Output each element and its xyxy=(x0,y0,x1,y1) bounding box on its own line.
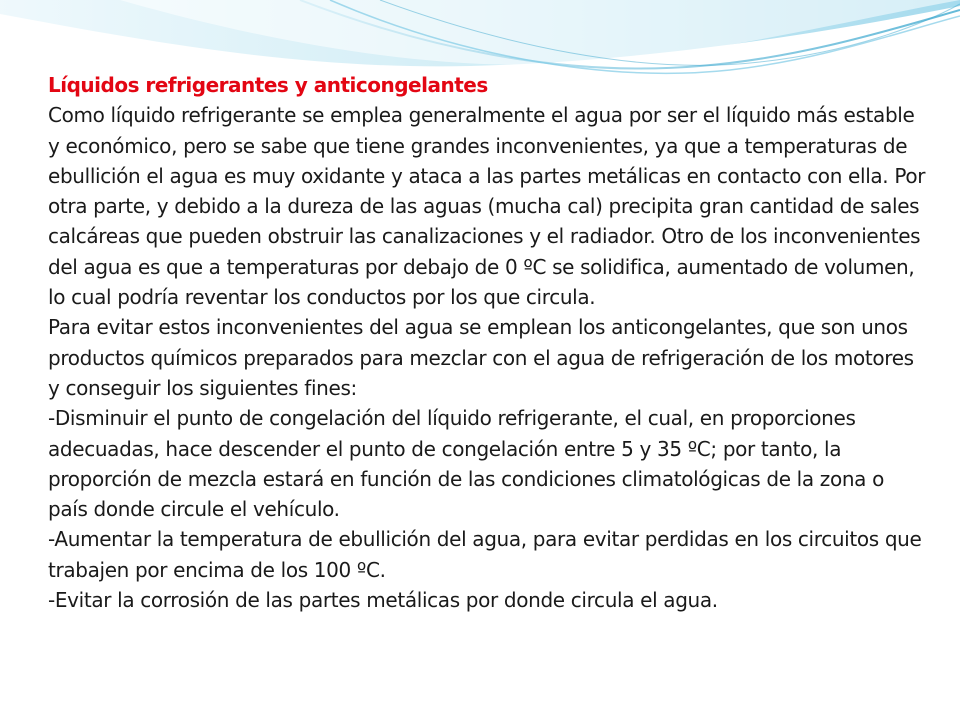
list-item-congelacion: -Disminuir el punto de congelación del líquido refrigerante, el cual, en proporciones adecuadas, hace descender el punto de congelación entre 5 y 35 ºC; por tanto, la proporción de mezcla estará en función de las condiciones climatológicas de la zona o país donde circule el vehículo. xyxy=(48,406,884,522)
list-item-corrosion: -Evitar la corrosión de las partes metálicas por donde circula el agua. xyxy=(48,588,718,613)
list-item-ebullicion: -Aumentar la temperatura de ebullición del agua, para evitar perdidas en los circuitos que trabajen por encima de los 100 ºC. xyxy=(48,527,922,582)
paragraph-anticongelantes: Para evitar estos inconvenientes del agua se emplean los anticongelantes, que son unos productos químicos preparados para mezclar con el agua de refrigeración de los motores y conseguir los siguientes fines: xyxy=(48,315,914,400)
slide-title: Líquidos refrigerantes y anticongelantes xyxy=(48,73,488,97)
paragraph-intro: Como líquido refrigerante se emplea generalmente el agua por ser el líquido más estable y económico, pero se sabe que tiene grandes inconvenientes, ya que a temperaturas de ebullición el agua es muy oxidante y ataca a las partes metálicas en contacto con ella. Por otra parte, y debido a la dureza de las aguas (mucha cal) precipita gran cantidad de sales calcáreas que pueden obstruir las canalizaciones y el radiador. Otro de los inconvenientes del agua es que a temperaturas por debajo de 0 ºC se solidifica, aumentado de volumen, lo cual podría reventar los conductos por los que circula. xyxy=(48,103,926,310)
slide-body xyxy=(48,70,928,615)
